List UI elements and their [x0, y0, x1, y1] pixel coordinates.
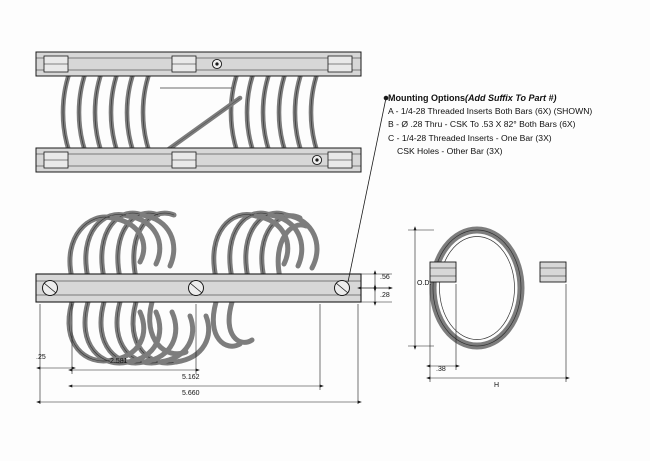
- dim-front-mid: 5.162: [182, 374, 200, 381]
- mounting-options-heading: [388, 92, 644, 105]
- mounting-option-c-second-line: CSK Holes - Other Bar (3X): [397, 145, 503, 156]
- front-view-lower-coil-returns: [112, 312, 209, 362]
- mounting-options-leader: [348, 96, 388, 282]
- mounting-options-note: [388, 92, 644, 158]
- dim-side-bar-width: .38: [436, 366, 446, 373]
- front-view: [36, 213, 361, 363]
- front-view-bar: [36, 274, 361, 302]
- top-view-upper-bar: [36, 52, 361, 76]
- mounting-options-heading-bold: Mounting Options: [388, 93, 465, 103]
- side-view-bars: [430, 262, 566, 282]
- mounting-option-a: A - 1/4-28 Threaded Inserts Both Bars (6X) (SHOWN): [388, 106, 593, 117]
- mounting-option-b: B - Ø .28 Thru - CSK To .53 X 82° Both Bars (6X): [388, 119, 576, 130]
- dim-front-pitch: 2.581: [110, 358, 128, 365]
- dim-bar-thickness: .28: [380, 292, 390, 299]
- dim-front-end: .25: [36, 354, 46, 361]
- top-view-lower-bar: [36, 148, 361, 172]
- top-view-cable-coils: [63, 66, 320, 159]
- top-view: [36, 52, 361, 172]
- mounting-options-heading-italic: (Add Suffix To Part #): [464, 93, 557, 103]
- dim-side-height: H: [494, 382, 500, 389]
- dim-side-od: O.D.: [417, 280, 432, 287]
- dim-front-overall: 5.660: [182, 390, 200, 397]
- side-view: [430, 230, 566, 346]
- dim-bar-height: .56: [380, 274, 390, 281]
- mounting-option-c: C - 1/4-28 Threaded Inserts - One Bar (3X): [388, 132, 552, 143]
